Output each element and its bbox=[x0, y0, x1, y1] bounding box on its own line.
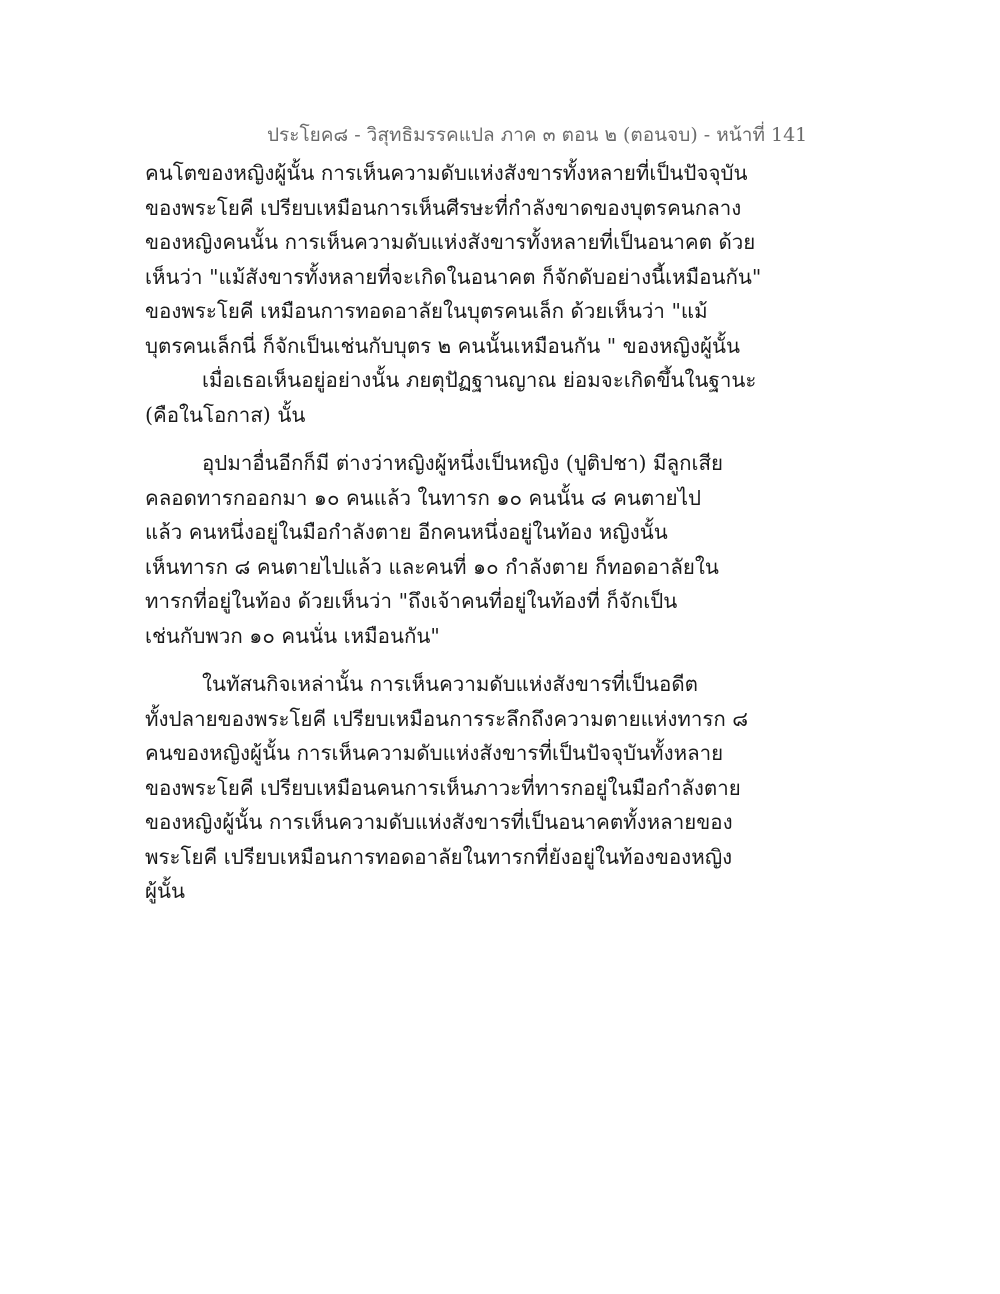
text-line: คนของหญิงผู้นั้น การเห็นความดับแห่งสังขารที่เป็นปัจจุบันทั้งหลาย bbox=[145, 741, 724, 765]
text-line: ทั้งปลายของพระโยคี เปรียบเหมือนการระลึกถึงความตายแห่งทารก ๘ bbox=[145, 706, 749, 731]
text-line: ทารกที่อยู่ในท้อง ด้วยเห็นว่า "ถึงเจ้าคนที่อยู่ในท้องที่ ก็จักเป็น bbox=[145, 589, 678, 613]
text-line: ในทัสนกิจเหล่านั้น การเห็นความดับแห่งสังขารที่เป็นอดีต bbox=[202, 672, 698, 696]
text-line: ผู้นั้น bbox=[145, 879, 186, 903]
text-line: เห็นว่า "แม้สังขารทั้งหลายที่จะเกิดในอนาคต ก็จักดับอย่างนี้เหมือนกัน" bbox=[145, 264, 762, 289]
paragraph-4 bbox=[145, 667, 749, 909]
text-line: ของพระโยคี เปรียบเหมือนการเห็นศีรษะที่กำลังขาดของบุตรคนกลาง bbox=[145, 195, 742, 220]
text-line: (คือในโอกาส) นั้น bbox=[145, 402, 306, 427]
text-line: บุตรคนเล็กนี่ ก็จักเป็นเช่นกับบุตร ๒ คนนั้นเหมือนกัน " ของหญิงผู้นั้น bbox=[145, 333, 741, 358]
text-line: ของพระโยคี เหมือนการทอดอาลัยในบุตรคนเล็ก ด้วยเห็นว่า "แม้ bbox=[145, 299, 708, 323]
paragraph-spacer bbox=[145, 653, 745, 667]
paragraph-1 bbox=[145, 156, 762, 363]
text-line: พระโยคี เปรียบเหมือนการทอดอาลัยในทารกที่ยังอยู่ในท้องของหญิง bbox=[145, 844, 733, 869]
text-line: เช่นกับพวก ๑๐ คนนั่น เหมือนกัน" bbox=[145, 623, 440, 648]
text-line: เมื่อเธอเห็นอยู่อย่างนั้น ภยตุปัฏฐานญาณ ย่อมจะเกิดขึ้นในฐานะ bbox=[202, 368, 757, 392]
text-line: ของหญิงคนนั้น การเห็นความดับแห่งสังขารทั้งหลายที่เป็นอนาคต ด้วย bbox=[145, 230, 756, 254]
text-line: ของพระโยคี เปรียบเหมือนคนการเห็นภาวะที่ทารกอยู่ในมือกำลังตาย bbox=[145, 775, 741, 800]
paragraph-spacer bbox=[145, 432, 745, 446]
body-text bbox=[145, 156, 762, 909]
text-line: อุปมาอื่นอีกก็มี ต่างว่าหญิงผู้หนึ่งเป็นหญิง (ปูติปชา) มีลูกเสีย bbox=[202, 451, 724, 475]
text-line: แล้ว คนหนึ่งอยู่ในมือกำลังตาย อีกคนหนึ่งอยู่ในท้อง หญิงนั้น bbox=[145, 520, 668, 544]
text-line: เห็นทารก ๘ คนตายไปแล้ว และคนที่ ๑๐ กำลังตาย ก็ทอดอาลัยใน bbox=[145, 554, 719, 579]
text-line: ของหญิงผู้นั้น การเห็นความดับแห่งสังขารที่เป็นอนาคตทั้งหลายของ bbox=[145, 810, 733, 834]
paragraph-3 bbox=[145, 446, 745, 653]
paragraph-2 bbox=[145, 363, 757, 432]
text-line: คลอดทารกออกมา ๑๐ คนแล้ว ในทารก ๑๐ คนนั้น ๘ คนตายไป bbox=[145, 485, 702, 510]
running-header: ประโยค๘ - วิสุทธิมรรคแปล ภาค ๓ ตอน ๒ (ตอนจบ) - หน้าที่ 141 bbox=[267, 124, 808, 146]
text-line: คนโตของหญิงผู้นั้น การเห็นความดับแห่งสังขารทั้งหลายที่เป็นปัจจุบัน bbox=[145, 161, 748, 185]
